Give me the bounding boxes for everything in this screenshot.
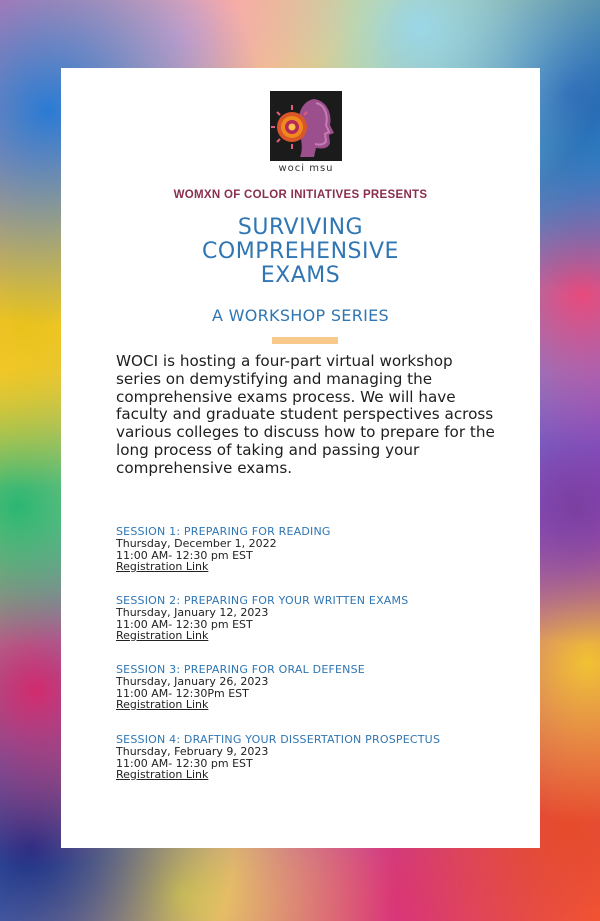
session-time: 11:00 AM- 12:30 pm EST [116,617,253,631]
flyer-card [61,68,540,848]
session-date: Thursday, February 9, 2023 [116,745,269,758]
presents-line: WOMXN OF COLOR INITIATIVES PRESENTS [173,189,428,201]
session-time: 11:00 AM- 12:30Pm EST [116,686,249,700]
session-title: SESSION 2: PREPARING FOR YOUR WRITTEN EXAMS [116,594,409,607]
session-date: Thursday, January 26, 2023 [116,675,269,688]
session-1 [116,525,496,573]
page-title [61,216,540,288]
subtitle: A WORKSHOP SERIES [211,306,390,325]
intro-paragraph: WOCI is hosting a four-part virtual workshop series on demystifying and managing the comprehensive exams process. We will have faculty and graduate student perspectives across various colleges to discuss how to prepare for the long process of taking and passing your comprehensive exams. [116,352,495,477]
session-4 [116,733,496,781]
session-title: SESSION 4: DRAFTING YOUR DISSERTATION PROSPECTUS [116,733,441,746]
woman-profile-mandala-icon [270,91,342,161]
session-title: SESSION 3: PREPARING FOR ORAL DEFENSE [116,663,365,676]
registration-link[interactable]: Registration Link [116,560,209,573]
divider-bar [272,337,338,344]
session-time: 11:00 AM- 12:30 pm EST [116,756,253,770]
title-line: SURVIVING [237,215,364,240]
registration-link[interactable]: Registration Link [116,629,209,642]
session-time: 11:00 AM- 12:30 pm EST [116,548,253,562]
session-date: Thursday, January 12, 2023 [116,606,269,619]
registration-link[interactable]: Registration Link [116,698,209,711]
session-date: Thursday, December 1, 2022 [116,537,277,550]
session-3 [116,663,496,711]
registration-link[interactable]: Registration Link [116,768,209,781]
logo-caption: woci msu [278,163,334,174]
session-title: SESSION 1: PREPARING FOR READING [116,525,331,538]
title-line: COMPREHENSIVE [202,239,399,264]
session-2 [116,594,496,642]
title-line: EXAMS [260,263,341,288]
